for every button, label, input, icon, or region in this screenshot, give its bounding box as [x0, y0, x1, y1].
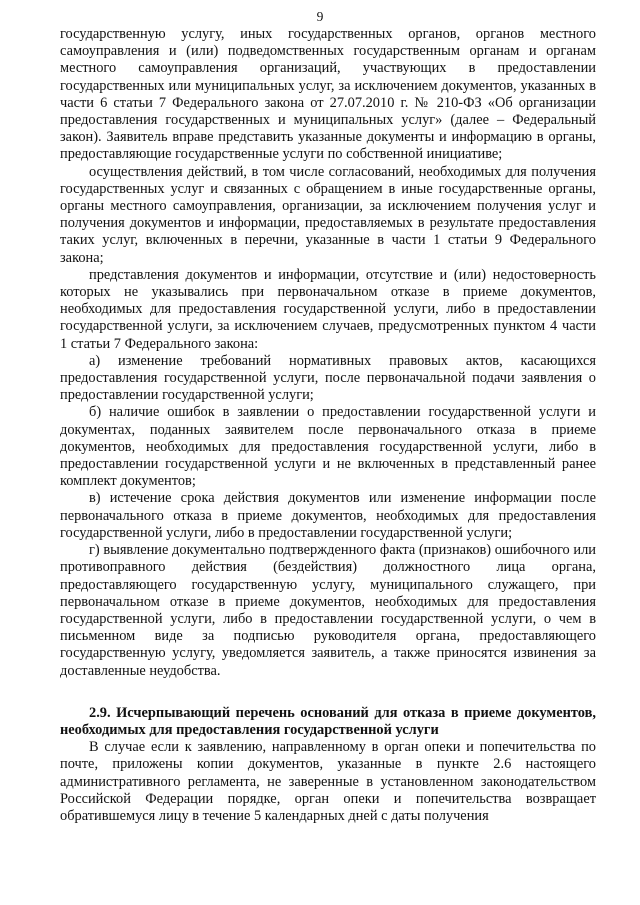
- list-item-g: г) выявление документально подтвержденного факта (признаков) ошибочного или противоправного действия (бездействия) должностного лица органа, предоставляющего государственную услугу, муниципального служащего, при первоначальном отказе в приеме документов, необходимых для предоставления государственной услуги, либо в предоставлении государственной услуги, о чем в письменном виде за подписью руководителя органа, предоставляющего государственную услугу, уведомляется заявитель, а также приносятся извинения за доставленные неудобства.: [60, 542, 596, 679]
- list-item-a: а) изменение требований нормативных правовых актов, касающихся предоставления государственной услуги, после первоначальной подачи заявления о предоставлении государственной услуги;: [60, 352, 596, 404]
- paragraph-final: В случае если к заявлению, направленному в орган опеки и попечительства по почте, приложены копии документов, указанные в пункте 2.6 настоящего административного регламента, не заверенные в установленном законодательством Российской Федерации порядке, орган опеки и попечительства возвращает обратившемуся лицу в течение 5 календарных дней с даты получения: [60, 739, 596, 824]
- document-body: [60, 26, 596, 825]
- paragraph-documents: представления документов и информации, отсутствие и (или) недостоверность которых не указывались при первоначальном отказе в приеме документов, необходимых для предоставления государственной услуги, либо в предоставлении государственной услуги, за исключением случаев, предусмотренных пунктом 4 части 1 статьи 7 Федерального закона:: [60, 266, 596, 352]
- list-item-v: в) истечение срока действия документов или изменение информации после первоначального отказа в приеме документов, необходимых для предоставления государственной услуги, либо в предоставлении государственной услуги;: [60, 490, 596, 541]
- list-item-b: б) наличие ошибок в заявлении о предоставлении государственной услуги и документах, поданных заявителем после первоначального отказа в приеме документов, необходимых для предоставления государственной услуги, либо в предоставлении государственной услуги и не включенных в представленный ранее комплект документов;: [60, 404, 596, 490]
- paragraph-actions: осуществления действий, в том числе согласований, необходимых для получения государственных услуг и связанных с обращением в иные государственные органы, органы местного самоуправления, организации, за исключением получения услуг и получения документов и информации, предоставляемых в результате предоставления таких услуг, включенных в перечни, указанные в части 1 статьи 9 Федерального закона;: [60, 163, 596, 266]
- page-number: 9: [316, 9, 324, 24]
- paragraph-continuation: государственную услугу, иных государственных органов, органов местного самоуправления и (или) подведомственных государственным органам и органам местного самоуправления организаций, участвующих в предоставлении государственных или муниципальных услуг, за исключением документов, указанных в части 6 статьи 7 Федерального закона от 27.07.2010 г. № 210-ФЗ «Об организации предоставления государственных и муниципальных услуг» (далее – Федеральный закон). Заявитель вправе представить указанные документы и информацию в органы, предоставляющие государственные услуги по собственной инициативе;: [60, 26, 596, 163]
- section-heading: 2.9. Исчерпывающий перечень оснований для отказа в приеме документов, необходимых для предоставления государственной услуги: [60, 704, 596, 738]
